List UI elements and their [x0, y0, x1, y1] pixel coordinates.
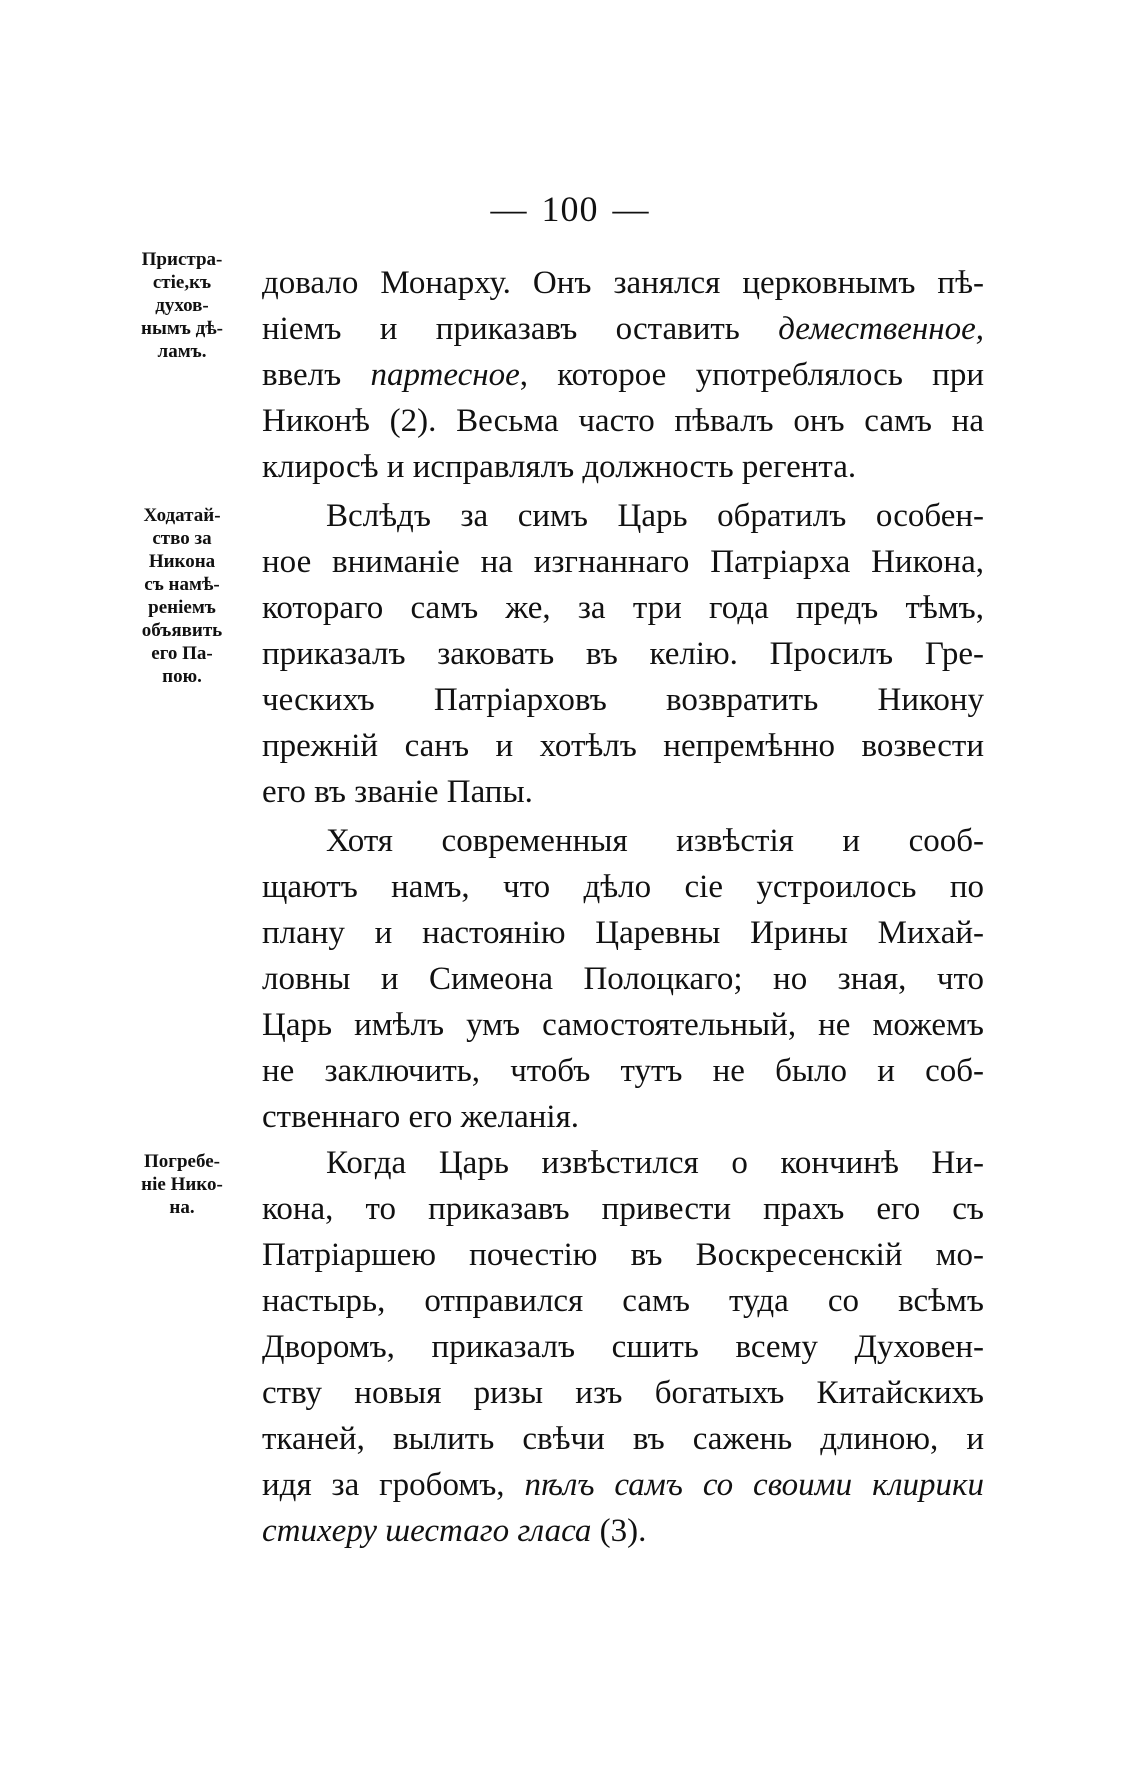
paragraph-4 — [262, 1140, 984, 1554]
margin-note-line: Ходатай- — [143, 505, 221, 526]
italic-term: демественное, — [778, 311, 984, 347]
text-line: Дворомъ, приказалъ сшить всему Духовен- — [262, 1329, 984, 1365]
dash-left: — — [490, 189, 528, 229]
italic-phrase: пѣлъ самъ со своими клирики — [524, 1467, 984, 1503]
margin-note-line: пою. — [162, 666, 202, 687]
paragraph-3 — [262, 818, 984, 1140]
margin-note-1 — [112, 248, 252, 363]
text-run: ввелъ — [262, 357, 371, 393]
text-run: идя за гробомъ, — [262, 1467, 525, 1503]
footnote-ref: (3). — [591, 1513, 647, 1549]
text-line: Вслѣдъ за симъ Царь обратилъ особен- — [326, 498, 984, 534]
page-number-header — [0, 188, 1140, 230]
text-line — [262, 1508, 984, 1554]
margin-note-line: его Па- — [151, 643, 213, 664]
margin-note-line: ламъ. — [157, 341, 207, 362]
margin-note-line: реніемъ — [148, 597, 216, 618]
text-line: прежній санъ и хотѣлъ непремѣнно возвести — [262, 728, 984, 764]
text-line: ческихъ Патріарховъ возвратить Никону — [262, 682, 984, 718]
margin-note-2 — [112, 504, 252, 688]
text-line: клиросѣ и исправлялъ должность регента. — [262, 449, 857, 485]
margin-note-line: духов- — [155, 295, 209, 316]
margin-note-line: стіе,къ — [152, 272, 212, 293]
margin-note-line: нымъ дѣ- — [141, 318, 223, 339]
margin-note-line: ніе Нико- — [141, 1174, 223, 1195]
text-line — [262, 352, 984, 398]
text-line: тканей, вылить свѣчи въ сажень длиною, и — [262, 1421, 984, 1457]
text-line: настырь, отправился самъ туда со всѣмъ — [262, 1283, 984, 1319]
italic-term: партесное — [370, 357, 520, 393]
text-line: котораго самъ же, за три года предъ тѣмъ, — [262, 590, 984, 626]
text-line: плану и настоянію Царевны Ирины Михай- — [262, 915, 984, 951]
paragraph-1 — [262, 260, 984, 490]
page-number: 100 — [541, 189, 599, 229]
paragraph-2 — [262, 493, 984, 815]
text-line: щаютъ намъ, что дѣло сіе устроилось по — [262, 869, 984, 905]
margin-note-line: объявить — [141, 620, 223, 641]
margin-note-line: на. — [169, 1197, 195, 1218]
text-run: ніемъ и приказавъ оставить — [262, 311, 779, 347]
text-line: не заключить, чтобъ тутъ не было и соб- — [262, 1053, 984, 1089]
margin-note-3 — [112, 1150, 252, 1219]
text-line: Хотя современныя извѣстія и сооб- — [326, 823, 984, 859]
text-line: приказалъ заковать въ келію. Просилъ Гре- — [262, 636, 984, 672]
text-line: его въ званіе Папы. — [262, 774, 533, 810]
text-line: Царь имѣлъ умъ самостоятельный, не можемъ — [262, 1007, 984, 1043]
text-line: довало Монарху. Онъ занялся церковнымъ пѣ- — [262, 265, 984, 301]
text-line: ству новыя ризы изъ богатыхъ Китайскихъ — [262, 1375, 984, 1411]
text-line: кона, то приказавъ привести прахъ его съ — [262, 1191, 984, 1227]
text-line — [262, 306, 984, 352]
text-line: Когда Царь извѣстился о кончинѣ Ни- — [326, 1145, 984, 1181]
text-line — [262, 1462, 984, 1508]
margin-note-line: ство за — [152, 528, 212, 549]
dash-right: — — [612, 189, 650, 229]
italic-phrase: стихеру шестаго гласа — [262, 1513, 592, 1549]
margin-note-line: Погребе- — [144, 1151, 220, 1172]
text-line: Никонѣ (2). Весьма часто пѣвалъ онъ самъ на — [262, 403, 984, 439]
margin-note-line: Пристра- — [141, 249, 223, 270]
margin-note-line: Никона — [148, 551, 216, 572]
text-run: , которое употреблялось при — [519, 357, 985, 393]
margin-note-line: съ намѣ- — [144, 574, 220, 595]
text-line: Патріаршею почестію въ Воскресенскій мо- — [262, 1237, 984, 1273]
text-line: ное вниманіе на изгнаннаго Патріарха Никона, — [262, 544, 984, 580]
text-line: ственнаго его желанія. — [262, 1099, 580, 1135]
text-line: ловны и Симеона Полоцкаго; но зная, что — [262, 961, 984, 997]
